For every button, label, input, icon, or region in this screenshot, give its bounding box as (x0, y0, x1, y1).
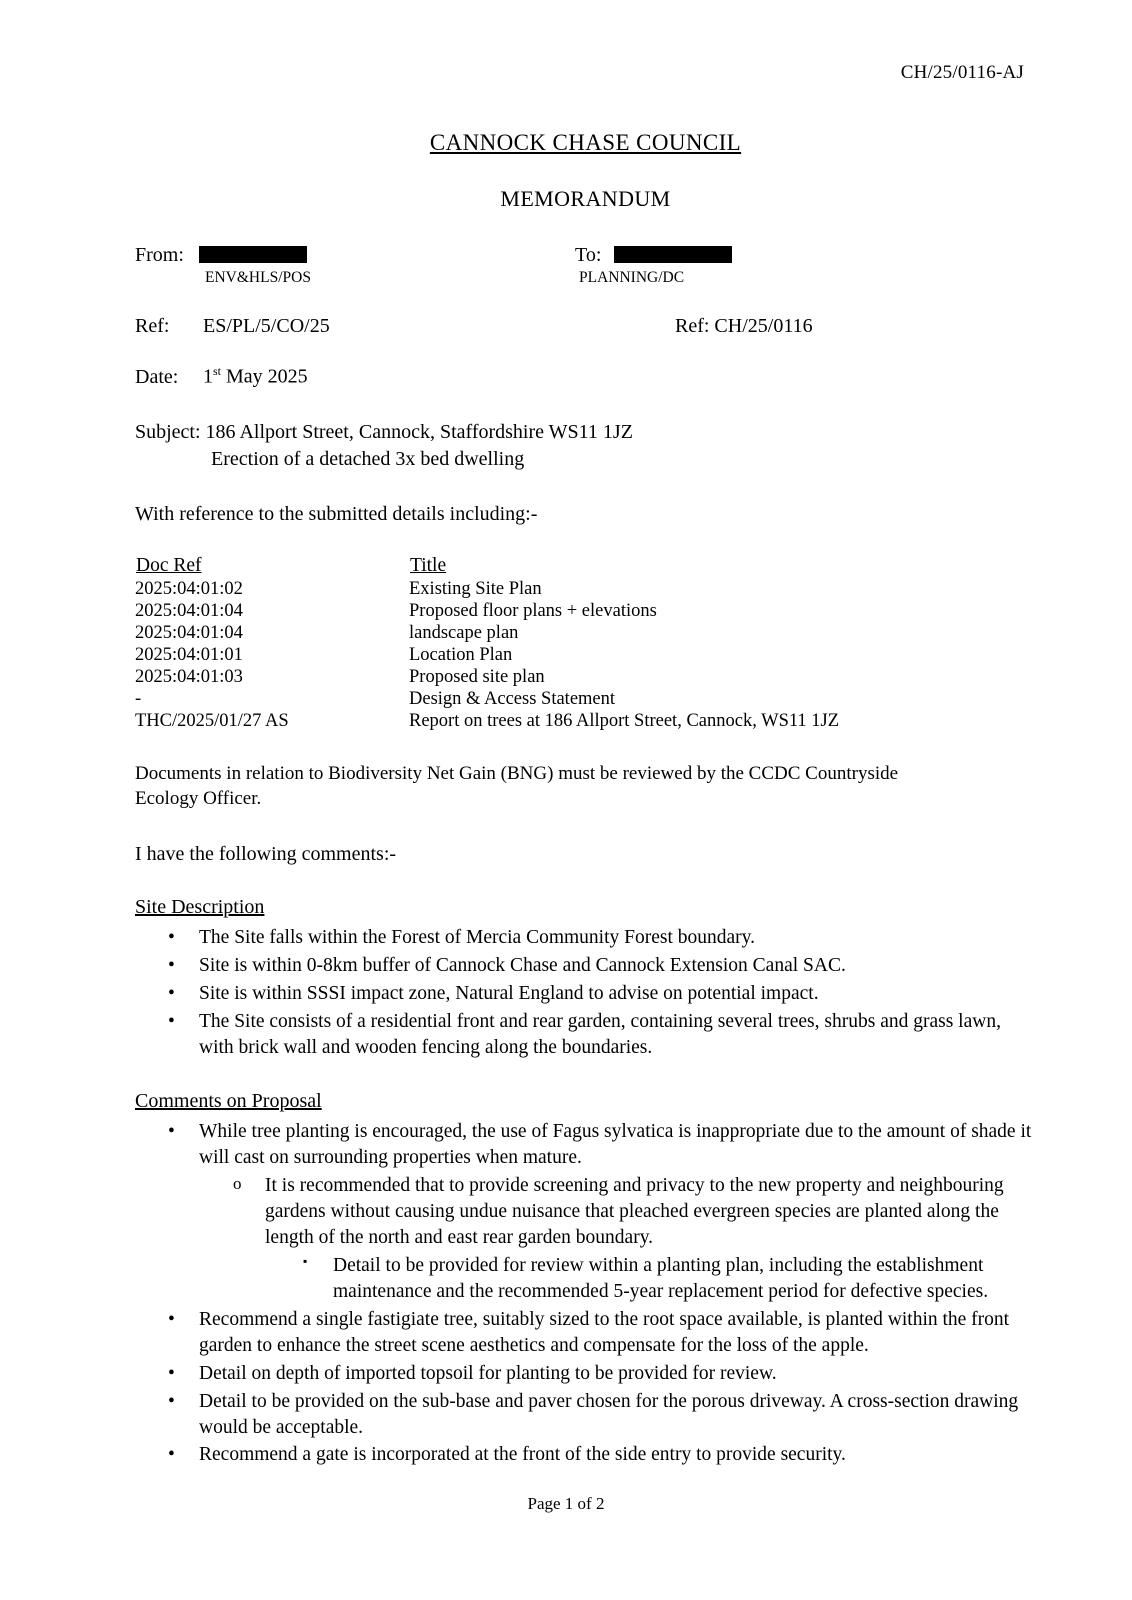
reference-paragraph: With reference to the submitted details including:- (135, 502, 538, 525)
list-item (168, 953, 1036, 979)
comments-intro: I have the following comments:- (135, 842, 397, 865)
subject-label: Subject: (135, 420, 201, 443)
doc-title-cell: landscape plan (409, 623, 519, 644)
subject-line-2: Erection of a detached 3x bed dwelling (211, 447, 525, 470)
list-item-text: Site is within 0-8km buffer of Cannock Chase and Cannock Extension Canal SAC. (199, 954, 846, 976)
list-item-text: The Site falls within the Forest of Mercia Community Forest boundary. (199, 926, 756, 948)
bullet-disc-icon: • (168, 1308, 175, 1330)
bullet-square-icon: ▪ (303, 1254, 308, 1269)
table-row (135, 645, 915, 667)
table-row (135, 689, 915, 711)
doc-title-cell: Proposed site plan (409, 667, 545, 688)
date-value-ordinal: st (213, 364, 222, 378)
to-block (575, 244, 732, 287)
bullet-disc-icon: • (168, 926, 175, 948)
reference-left (135, 315, 675, 338)
doc-ref-cell: 2025:04:01:03 (135, 667, 243, 688)
list-item-text: The Site consists of a residential front and rear garden, containing several trees, shrubs and grass lawn, with brick wall and wooden fencing along the boundaries. (199, 1010, 1001, 1058)
doc-ref-cell: 2025:04:01:02 (135, 579, 243, 600)
comments-on-proposal-heading: Comments on Proposal (135, 1090, 322, 1113)
doc-title-cell: Existing Site Plan (409, 579, 542, 600)
page-footer: Page 1 of 2 (527, 1494, 605, 1513)
date-label: Date: (135, 365, 179, 388)
from-redaction-bar (199, 246, 307, 263)
list-item (168, 1307, 1036, 1359)
to-department: PLANNING/DC (579, 269, 685, 286)
bullet-disc-icon: • (168, 1121, 175, 1143)
date-value-day: 1 (203, 365, 213, 388)
document-reference-header: CH/25/0116-AJ (900, 62, 1024, 83)
subject-row (135, 421, 1036, 471)
list-item (168, 1119, 1036, 1304)
list-item-text: Recommend a gate is incorporated at the front of the side entry to provide security. (199, 1444, 846, 1466)
bng-note: Documents in relation to Biodiversity Net Gain (BNG) must be reviewed by the CCDC Countryside Ecology Officer. (135, 762, 899, 809)
list-item-text: Recommend a single fastigiate tree, suitably sized to the root space available, is planted within the front garden to enhance the street scene aesthetics and compensate for the loss of the apple. (199, 1308, 1010, 1356)
doc-ref-cell: 2025:04:01:04 (135, 623, 243, 644)
list-item-text: Detail to be provided on the sub-base and paver chosen for the porous driveway. A cross-section drawing would be acceptable. (199, 1390, 1019, 1438)
from-to-row (135, 244, 1036, 287)
list-item (233, 1173, 1036, 1305)
ref-label: Ref: (135, 315, 170, 337)
list-item (168, 1361, 1036, 1387)
documents-table (135, 554, 915, 733)
site-description-heading: Site Description (135, 895, 265, 918)
from-block (135, 244, 575, 287)
list-item-text: While tree planting is encouraged, the use of Fagus sylvatica is inappropriate due to the amount of shade it will cast on surrounding properties when mature. (199, 1121, 1032, 1169)
memorandum-title: MEMORANDUM (500, 186, 671, 211)
doc-title-cell: Proposed floor plans + elevations (409, 601, 657, 622)
from-department: ENV&HLS/POS (205, 269, 311, 286)
subject-line-1: 186 Allport Street, Cannock, Staffordshire WS11 1JZ (205, 420, 633, 443)
list-item (168, 925, 1036, 951)
table-row (135, 579, 915, 601)
doc-ref-cell: 2025:04:01:04 (135, 601, 243, 622)
ref-value: ES/PL/5/CO/25 (203, 315, 330, 337)
site-description-list (135, 925, 1036, 1061)
doc-ref-cell: 2025:04:01:01 (135, 645, 243, 666)
bullet-disc-icon: • (168, 1444, 175, 1466)
to-label: To: (575, 244, 602, 266)
bullet-disc-icon: • (168, 1362, 175, 1384)
list-item-text: Detail to be provided for review within a planting plan, including the establishment maintenance and the recommended 5-year replacement period for defective species. (333, 1255, 989, 1302)
comments-sublist-level2 (199, 1173, 1036, 1305)
bullet-disc-icon: • (168, 954, 175, 976)
list-item (303, 1253, 1036, 1305)
list-item-text: Detail on depth of imported topsoil for planting to be provided for review. (199, 1362, 777, 1384)
bullet-disc-icon: • (168, 1390, 175, 1412)
bullet-circle-icon: o (233, 1174, 242, 1194)
date-row (135, 364, 1036, 389)
to-redaction-bar (614, 246, 732, 263)
doc-title-cell: Design & Access Statement (409, 689, 616, 710)
list-item (168, 1442, 1036, 1468)
column-header-doc-ref: Doc Ref (136, 554, 202, 576)
doc-ref-cell: THC/2025/01/27 AS (135, 711, 289, 732)
title-block (135, 130, 1036, 212)
from-label: From: (135, 244, 184, 266)
date-value-rest: May 2025 (221, 365, 308, 388)
table-row (135, 623, 915, 645)
council-title: CANNOCK CHASE COUNCIL (429, 130, 742, 155)
list-item-text: It is recommended that to provide screening and privacy to the new property and neighbouring gardens without causing undue nuisance that pleached evergreen species are planted along the length of the north and east rear garden boundary. (265, 1175, 1004, 1249)
reference-row (135, 315, 1036, 338)
doc-title-cell: Report on trees at 186 Allport Street, Cannock, WS11 1JZ (409, 711, 840, 732)
reference-right: Ref: CH/25/0116 (675, 315, 813, 337)
bullet-disc-icon: • (168, 1010, 175, 1032)
bullet-disc-icon: • (168, 982, 175, 1004)
list-item (168, 1009, 1036, 1061)
list-item (168, 981, 1036, 1007)
table-row (135, 667, 915, 689)
table-row (135, 601, 915, 623)
comments-sublist-level3 (265, 1253, 1036, 1305)
table-row (135, 711, 915, 733)
doc-title-cell: Location Plan (409, 645, 513, 666)
list-item-text: Site is within SSSI impact zone, Natural England to advise on potential impact. (199, 982, 819, 1004)
doc-ref-cell: - (135, 689, 142, 710)
list-item (168, 1389, 1036, 1441)
column-header-title: Title (410, 554, 447, 576)
documents-table-header-row (135, 554, 915, 579)
comments-on-proposal-list (135, 1119, 1036, 1468)
